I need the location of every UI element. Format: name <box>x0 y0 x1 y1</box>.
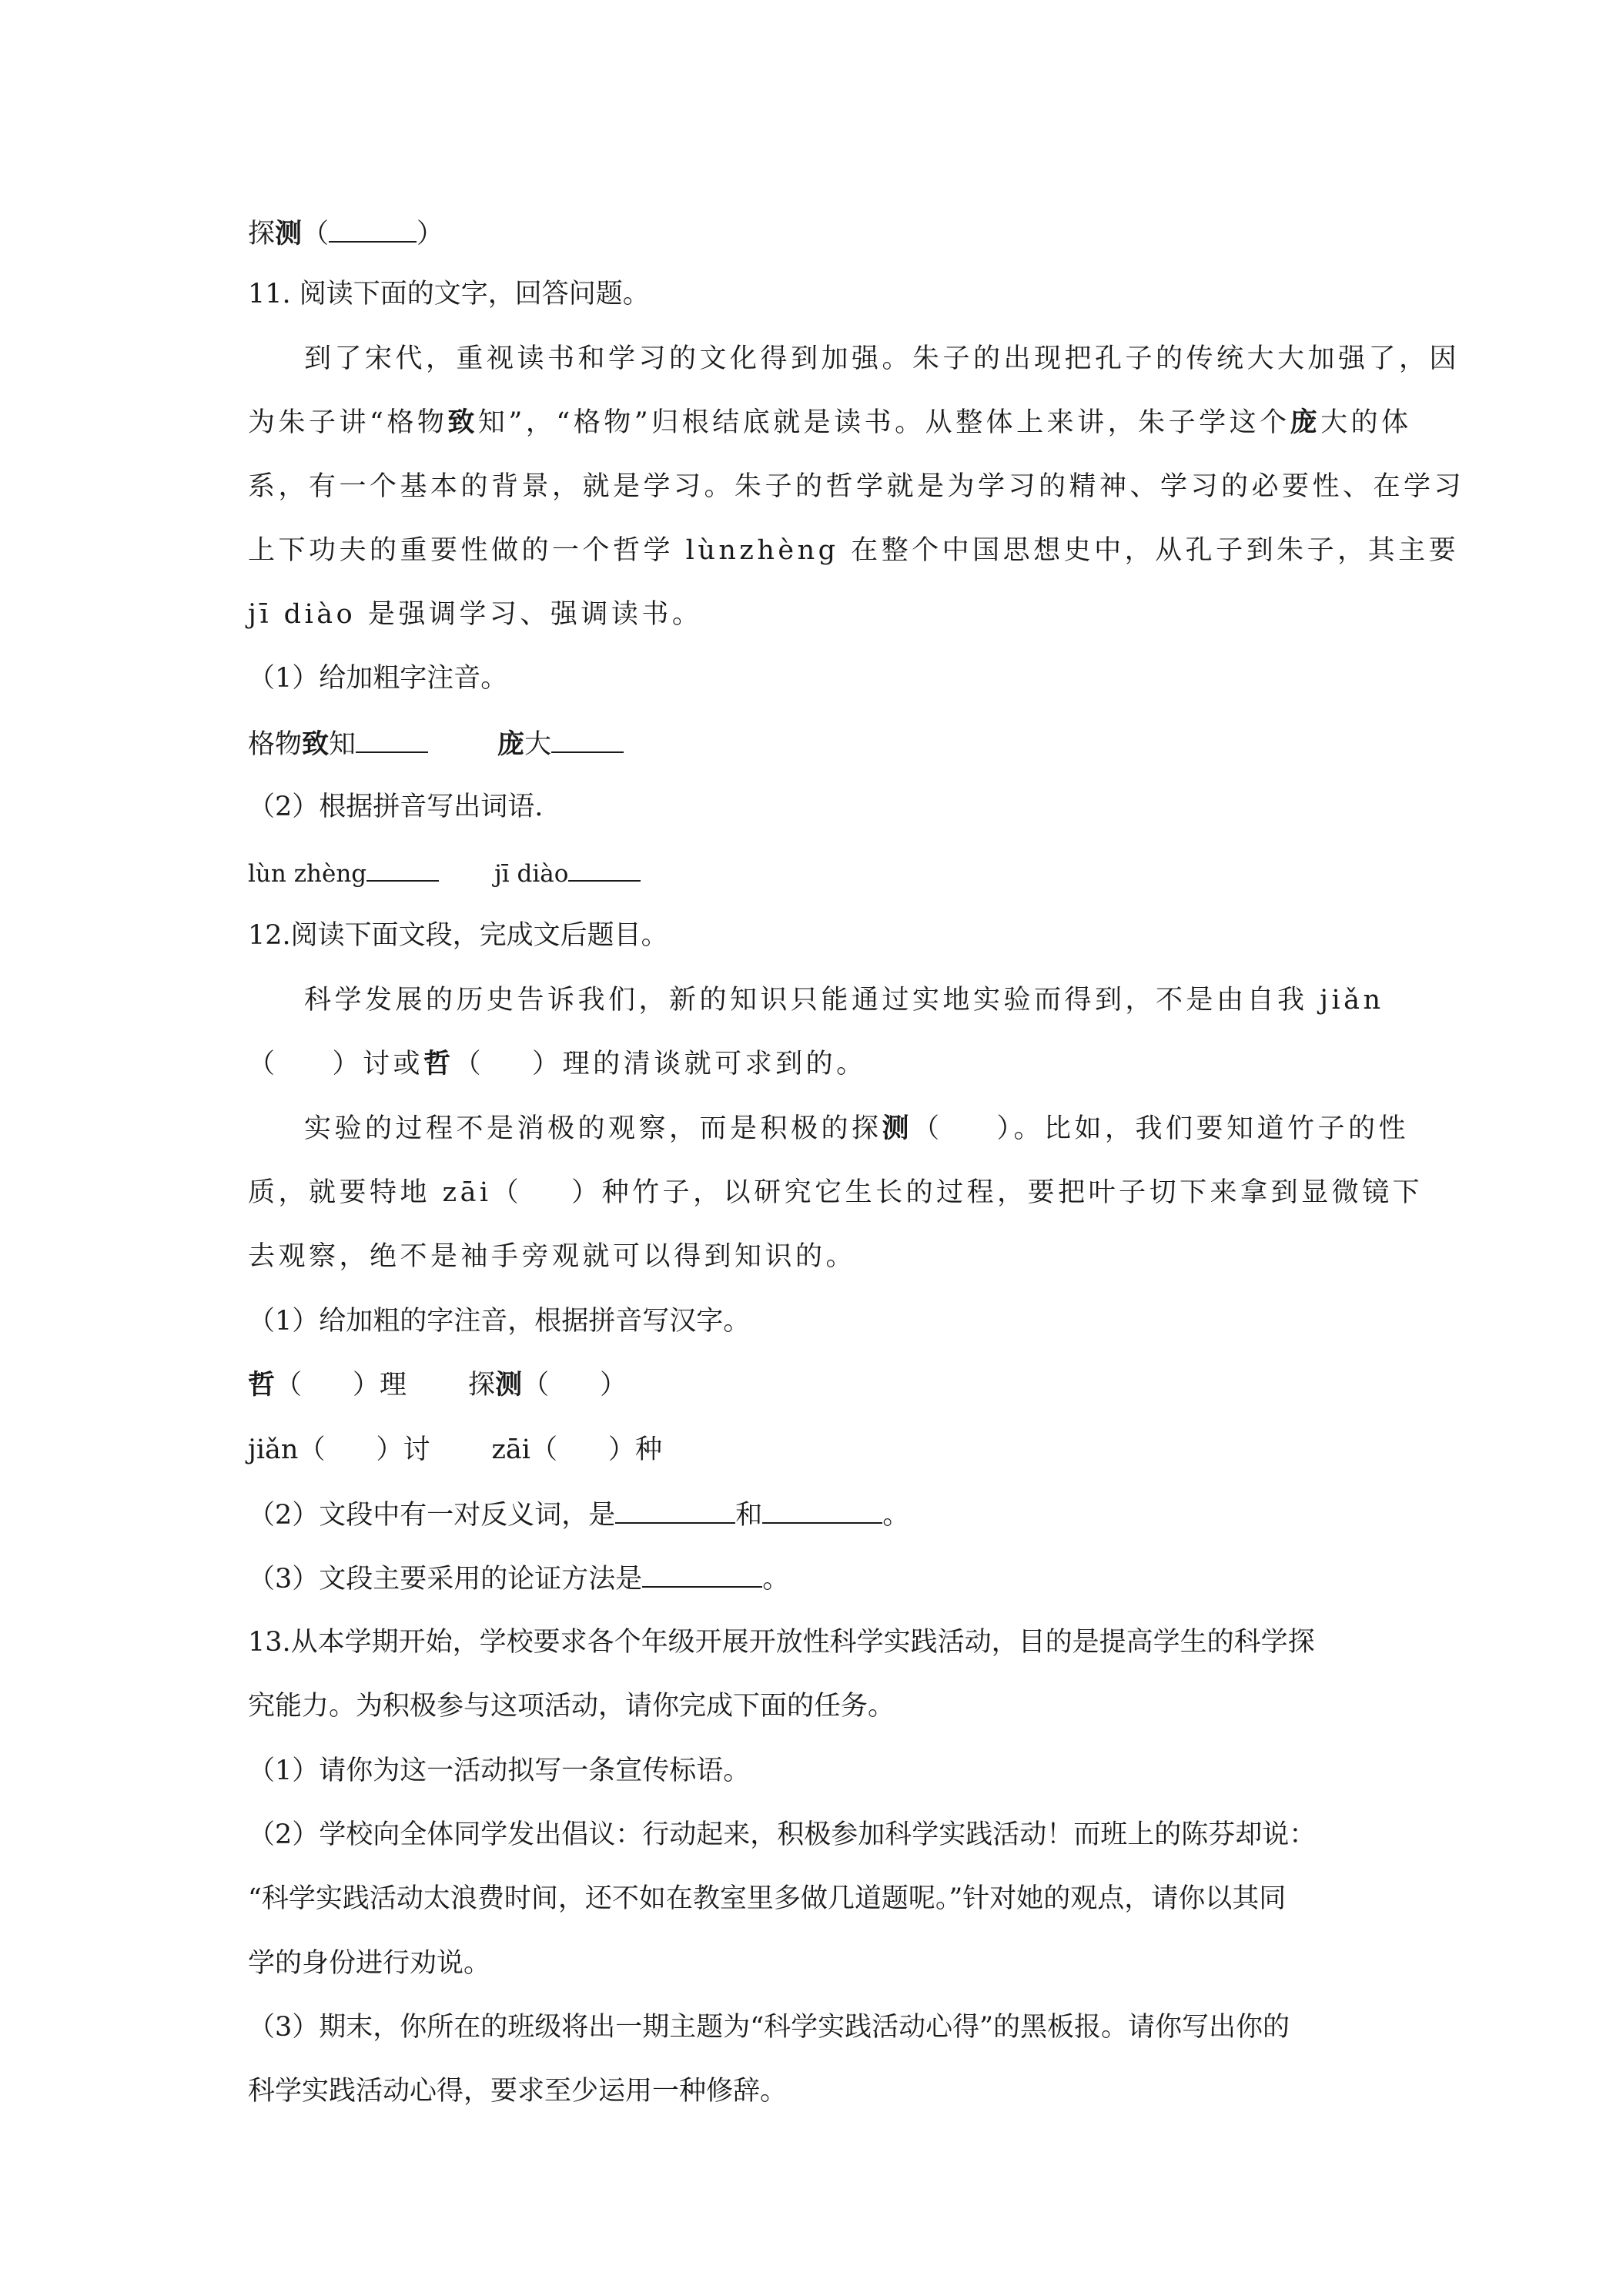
bold-char: 庞 <box>1290 407 1321 438</box>
question-11-sub-2: （2）根据拼音写出词语. <box>248 792 544 822</box>
line-tance-blank <box>248 213 443 252</box>
question-12-sub-2 <box>248 1494 909 1533</box>
text: ）理的清谈就可求到的。 <box>532 1049 867 1079</box>
passage-11-line-1: 到了宋代，重视读书和学习的文化得到加强。朱子的出现把孔子的传统大大加强了，因 <box>304 343 1461 374</box>
bold-char: 庞 <box>497 728 525 760</box>
bold-char: 哲 <box>248 1369 276 1401</box>
question-13-sub-3-line-2: 科学实践活动心得，要求至少运用一种修辞。 <box>248 2076 788 2107</box>
question-12-answer-row-1 <box>248 1366 627 1404</box>
text: zāi（ <box>491 1434 557 1465</box>
question-13-line-1: 13.从本学期开始，学校要求各个年级开展开放性科学实践活动，目的是提高学生的科学探 <box>248 1627 1315 1658</box>
answer-blank[interactable] <box>356 724 428 753</box>
bold-char: 致 <box>302 728 330 760</box>
text: 知”，“格物”归根结底就是读书。从整体上来讲，朱子学这个 <box>477 407 1290 438</box>
passage-11-line-2 <box>248 403 1412 442</box>
text: （ <box>275 1370 303 1401</box>
pinyin: lùn zhèng <box>248 860 367 888</box>
text: （ <box>453 1049 485 1079</box>
bold-char: 测 <box>495 1369 523 1401</box>
bold-char: 致 <box>447 407 478 438</box>
question-12-answer-row-2 <box>248 1431 662 1469</box>
answer-blank[interactable] <box>366 852 439 882</box>
passage-12-line-1: 科学发展的历史告诉我们，新的知识只能通过实地实验而得到，不是由自我 jiǎn <box>304 985 1384 1016</box>
passage-12-line-3 <box>304 1110 1409 1148</box>
question-13-sub-2-line-3: 学的身份进行劝说。 <box>248 1948 491 1979</box>
text: （ <box>248 1049 279 1079</box>
text: （ <box>302 219 330 249</box>
question-11-answer-2 <box>248 852 641 891</box>
passage-12-line-5: 去观察，绝不是袖手旁观就可以得到知识的。 <box>248 1241 857 1272</box>
question-13-sub-2-line-1: （2）学校向全体同学发出倡议：行动起来，积极参加科学实践活动！而班上的陈芬却说： <box>248 1819 1317 1850</box>
passage-11-line-4: 上下功夫的重要性做的一个哲学 lùnzhèng 在整个中国思想史中，从孔子到朱子，其主要 <box>248 535 1460 566</box>
question-11-title: 11. 阅读下面的文字，回答问题。 <box>248 279 650 310</box>
text: （ <box>912 1113 943 1144</box>
question-12-title: 12.阅读下面文段，完成文后题目。 <box>248 920 668 951</box>
question-13-sub-1: （1）请你为这一活动拟写一条宣传标语。 <box>248 1755 751 1786</box>
text: ）种 <box>608 1434 663 1465</box>
text: 为朱子讲“格物 <box>248 407 448 438</box>
text: （2）文段中有一对反义词，是 <box>248 1500 616 1531</box>
answer-blank[interactable] <box>642 1558 762 1588</box>
text: 。 <box>882 1500 910 1531</box>
text: 知 <box>329 729 356 760</box>
text: 大 <box>524 729 552 760</box>
answer-blank[interactable] <box>551 724 624 753</box>
answer-blank[interactable] <box>762 1494 882 1524</box>
text: ） <box>600 1370 627 1401</box>
question-12-sub-1: （1）给加粗的字注音，根据拼音写汉字。 <box>248 1306 751 1337</box>
text: ）讨 <box>376 1434 430 1465</box>
question-11-sub-1: （1）给加粗字注音。 <box>248 663 508 694</box>
passage-12-line-2 <box>248 1045 867 1083</box>
question-13-sub-3-line-1: （3）期末，你所在的班级将出一期主题为“科学实践活动心得”的黑板报。请你写出你的 <box>248 2012 1290 2043</box>
bold-char: 测 <box>275 218 303 249</box>
answer-blank[interactable] <box>329 213 417 243</box>
bold-char: 测 <box>882 1113 913 1144</box>
text: ）。比如，我们要知道竹子的性 <box>996 1113 1410 1144</box>
pinyin: jī diào <box>494 860 569 888</box>
text: （ <box>522 1370 550 1401</box>
text: ）种竹子，以研究它生长的过程，要把叶子切下来拿到显微镜下 <box>571 1177 1424 1208</box>
question-11-answer-1 <box>248 724 624 762</box>
bold-char: 哲 <box>423 1048 454 1079</box>
text: 。 <box>762 1564 790 1595</box>
answer-blank[interactable] <box>615 1494 735 1524</box>
text: 大的体 <box>1320 407 1412 438</box>
text: jiǎn（ <box>248 1434 326 1465</box>
passage-11-line-5: jī diào 是强调学习、强调读书。 <box>248 599 703 630</box>
text: 质，就要特地 zāi（ <box>248 1177 523 1208</box>
text: 探 <box>248 219 276 249</box>
passage-12-line-4 <box>248 1173 1423 1212</box>
text: 和 <box>735 1500 763 1531</box>
text: ）讨或 <box>332 1049 424 1079</box>
text: （3）文段主要采用的论证方法是 <box>248 1564 643 1595</box>
passage-11-line-3: 系，有一个基本的背景，就是学习。朱子的哲学就是为学习的精神、学习的必要性、在学习 <box>248 471 1465 502</box>
text: 探 <box>468 1370 496 1401</box>
text: 格物 <box>248 729 303 760</box>
text: ）理 <box>353 1370 407 1401</box>
answer-blank[interactable] <box>568 852 641 882</box>
question-13-sub-2-line-2: “科学实践活动太浪费时间，还不如在教室里多做几道题呢。”针对她的观点，请你以其同 <box>248 1883 1287 1914</box>
text: 实验的过程不是消极的观察，而是积极的探 <box>304 1113 882 1144</box>
question-12-sub-3 <box>248 1558 789 1597</box>
question-13-line-2: 究能力。为积极参与这项活动，请你完成下面的任务。 <box>248 1691 895 1722</box>
text: ） <box>417 219 444 249</box>
